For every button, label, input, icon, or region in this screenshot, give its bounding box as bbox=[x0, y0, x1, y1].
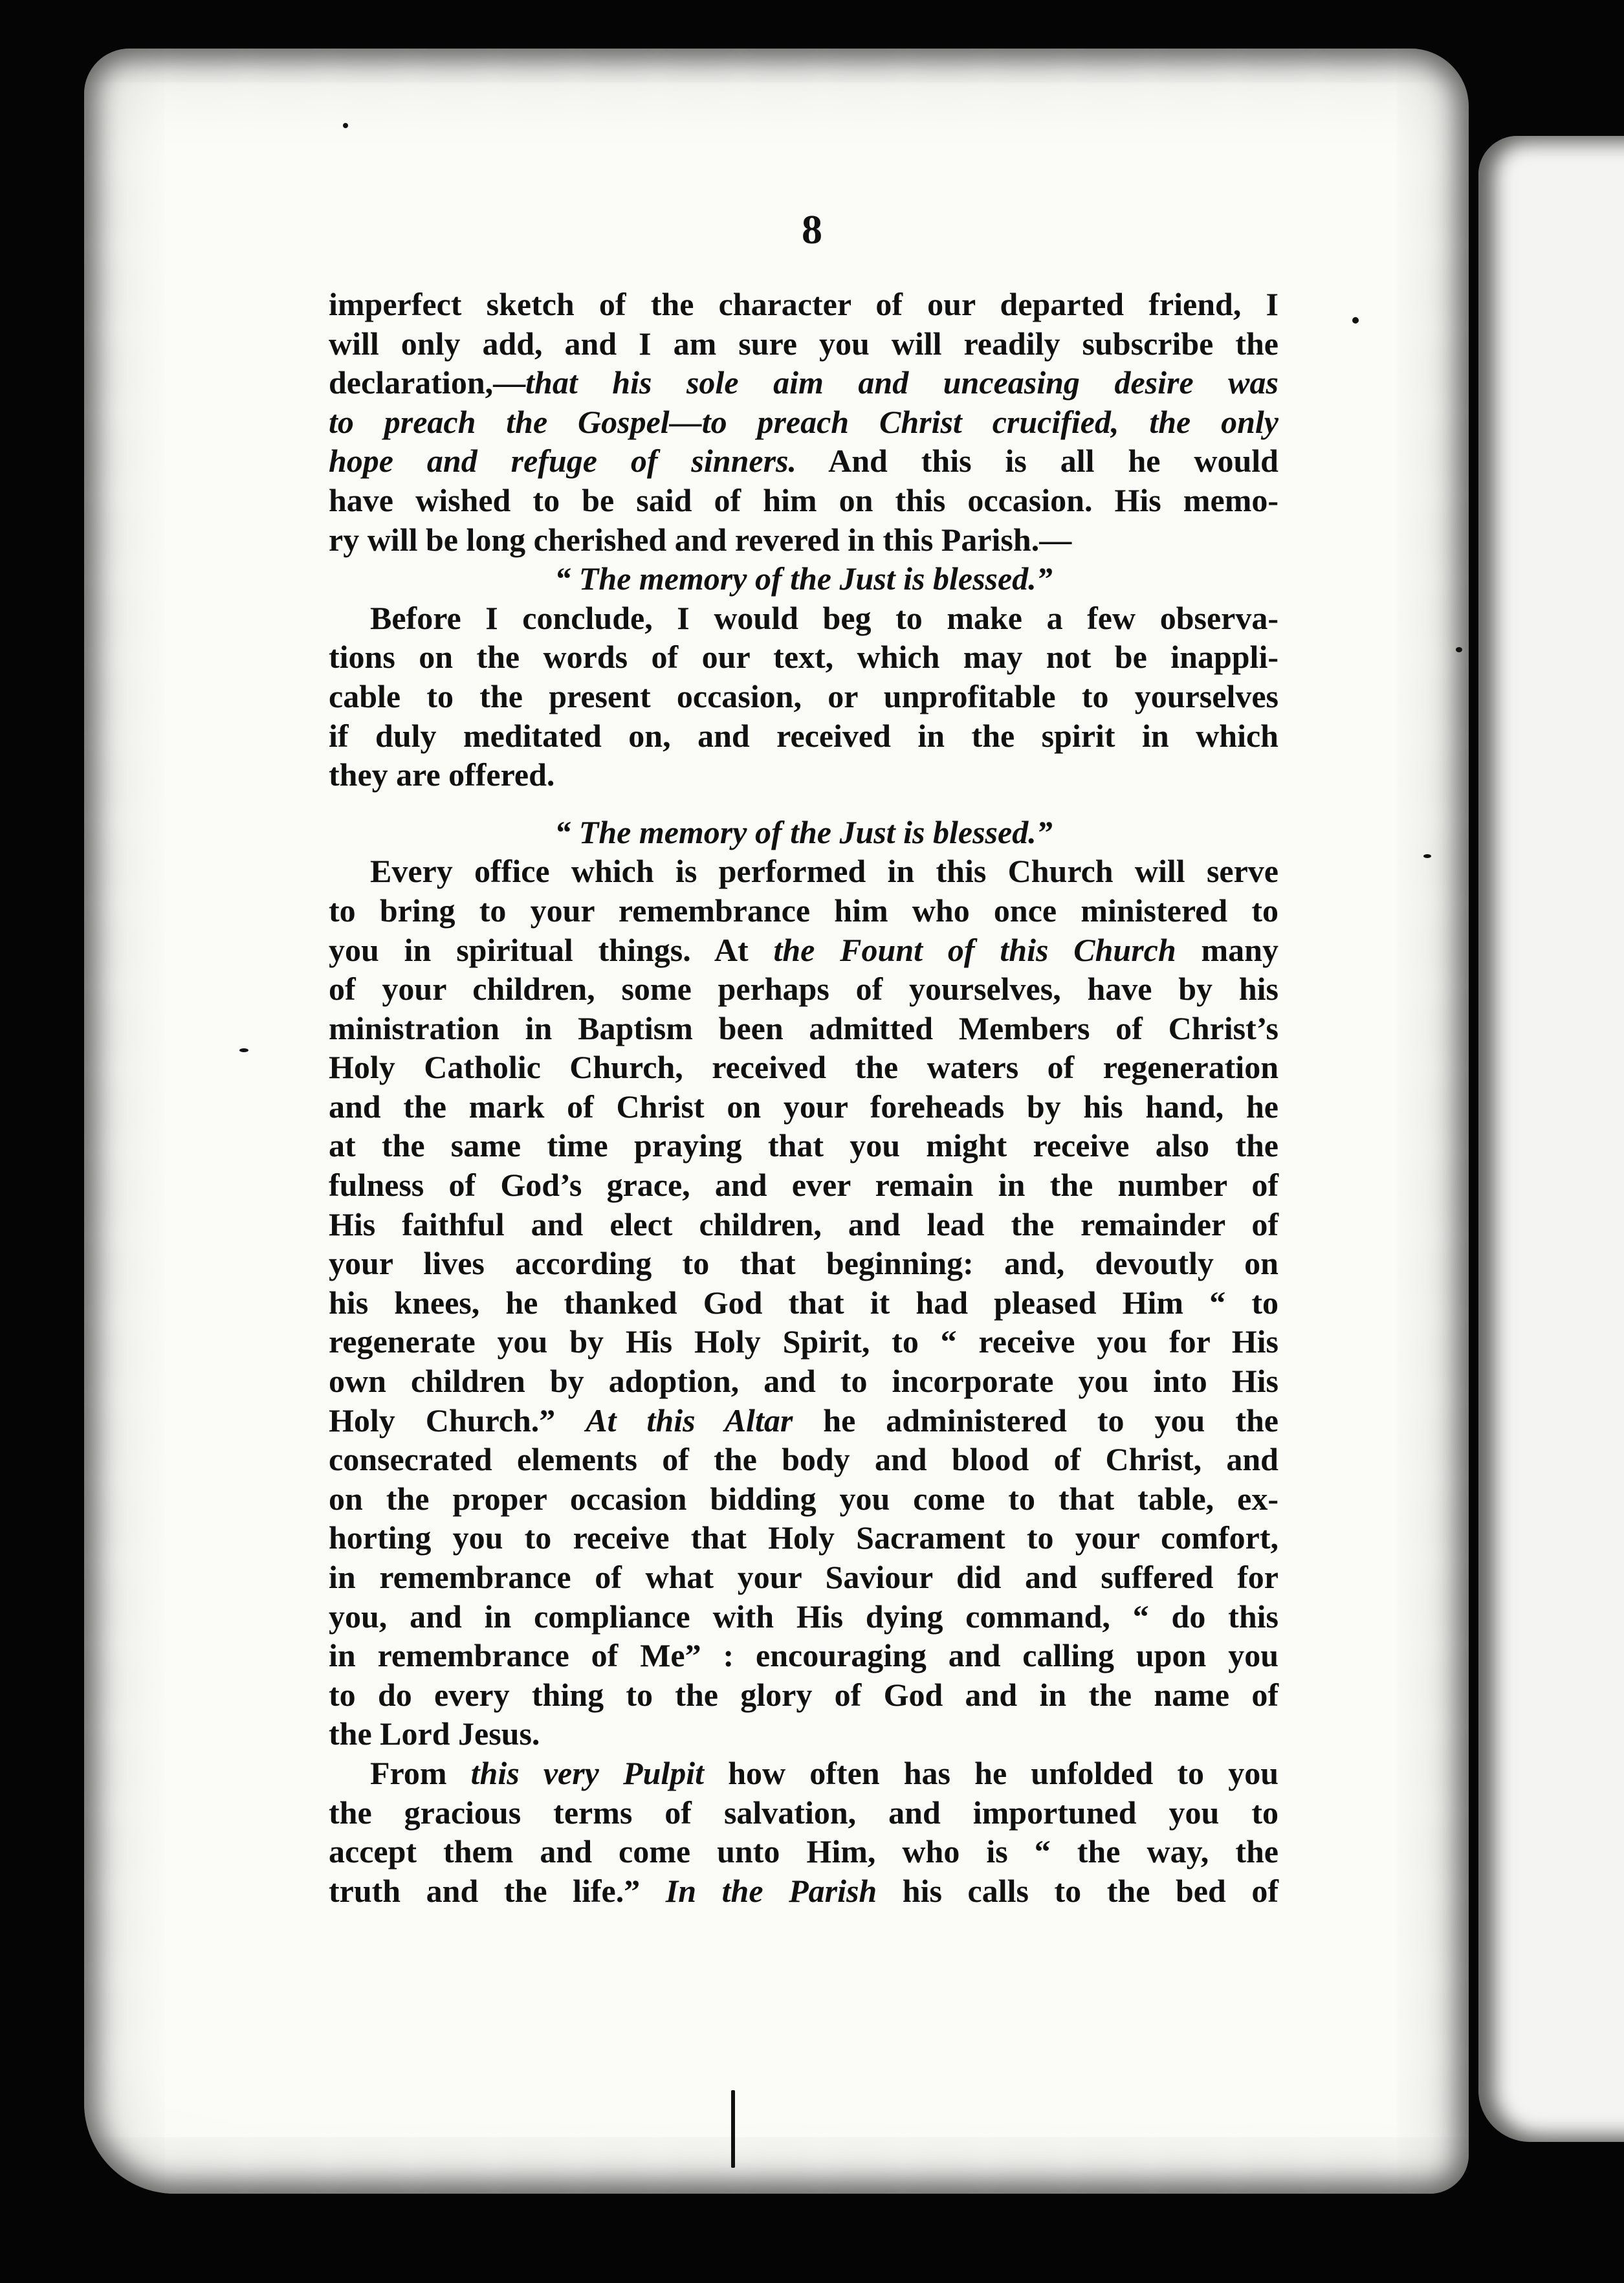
scan-speck bbox=[343, 123, 348, 128]
text-line bbox=[329, 1362, 1278, 1401]
scan-speck bbox=[1456, 647, 1462, 652]
text-line bbox=[329, 637, 1278, 677]
text-run: Every office which is performed in this Church will serve bbox=[370, 853, 1278, 890]
text-run: have wished to be said of him on this occasion. His memo- bbox=[329, 481, 1278, 518]
text-run: horting you to receive that Holy Sacrament to your comfort, bbox=[329, 1519, 1278, 1556]
text-line bbox=[329, 1440, 1278, 1479]
text-run: own children by adoption, and to incorporate you into His bbox=[329, 1363, 1278, 1400]
text-run: he administered to you the bbox=[793, 1402, 1279, 1439]
text-run: you, and in compliance with His dying command, “ do this bbox=[329, 1598, 1278, 1635]
text-run: the gracious terms of salvation, and importuned you to bbox=[329, 1794, 1278, 1831]
text-line bbox=[329, 403, 1278, 442]
text-line bbox=[329, 1126, 1278, 1165]
text-line bbox=[329, 1205, 1278, 1244]
scan-speck bbox=[731, 2090, 735, 2168]
text-run: From bbox=[370, 1754, 471, 1791]
text-line bbox=[329, 1322, 1278, 1362]
text-run: Holy Catholic Church, received the waters of regeneration bbox=[329, 1049, 1278, 1086]
text-run: imperfect sketch of the character of our departed friend, I bbox=[329, 286, 1278, 322]
text-line bbox=[329, 363, 1278, 403]
italic-text: In the Parish bbox=[665, 1872, 877, 1909]
text-line bbox=[329, 1165, 1278, 1205]
text-run: to do every thing to the glory of God and in the name of bbox=[329, 1676, 1278, 1713]
text-line bbox=[329, 599, 1278, 638]
text-run: fulness of God’s grace, and ever remain in the number of bbox=[329, 1167, 1278, 1204]
scan-speck bbox=[1423, 854, 1431, 858]
text-run: how often has he unfolded to you bbox=[704, 1754, 1279, 1791]
text-line bbox=[329, 1401, 1278, 1440]
text-run: many bbox=[1176, 931, 1278, 968]
text-line bbox=[329, 1558, 1278, 1597]
text-line bbox=[329, 1518, 1278, 1558]
text-run: ministration in Baptism been admitted Members of Christ’s bbox=[329, 1009, 1278, 1046]
text-line bbox=[329, 1675, 1278, 1715]
text-run: declaration,— bbox=[329, 364, 526, 401]
text-run: Holy Church.” bbox=[329, 1402, 586, 1439]
text-line bbox=[329, 1283, 1278, 1323]
text-line bbox=[329, 324, 1278, 364]
text-line bbox=[329, 1871, 1278, 1911]
text-run: accept them and come unto Him, who is “ the way, the bbox=[329, 1833, 1278, 1870]
text-run: And this is all he would bbox=[796, 443, 1278, 480]
text-line bbox=[329, 1754, 1278, 1793]
text-run: in remembrance of Me” : encouraging and calling upon you bbox=[329, 1637, 1278, 1674]
text-run: truth and the life.” bbox=[329, 1872, 666, 1909]
text-line bbox=[329, 755, 1278, 795]
text-run: will only add, and I am sure you will readily subscribe the bbox=[329, 325, 1278, 362]
text-line bbox=[329, 716, 1278, 756]
italic-text: “ The memory of the Just is blessed.” bbox=[554, 813, 1053, 850]
italic-text: this very Pulpit bbox=[470, 1754, 705, 1791]
text-run: his knees, he thanked God that it had pleased Him “ to bbox=[329, 1284, 1278, 1321]
text-line bbox=[329, 481, 1278, 520]
italic-text: to preach the Gospel—to preach Christ crucified, the only bbox=[329, 403, 1278, 440]
italic-text: hope and refuge of sinners. bbox=[329, 443, 796, 480]
text-run: your lives according to that beginning: and, devoutly on bbox=[329, 1245, 1278, 1282]
italic-text: the Fount of this Church bbox=[773, 931, 1176, 968]
text-line bbox=[329, 931, 1278, 970]
text-run: in remembrance of what your Saviour did and suffered for bbox=[329, 1559, 1278, 1595]
paragraph-gap bbox=[329, 795, 1278, 813]
text-line bbox=[329, 1048, 1278, 1087]
italic-text: that his sole aim and unceasing desire was bbox=[525, 364, 1278, 401]
text-line bbox=[329, 1479, 1278, 1519]
text-line bbox=[329, 852, 1278, 891]
text-line bbox=[329, 1597, 1278, 1637]
text-run: cable to the present occasion, or unprofitable to yourselves bbox=[329, 678, 1278, 714]
text-run: ry will be long cherished and revered in this Parish.— bbox=[329, 521, 1072, 558]
facing-page-edge bbox=[1478, 136, 1624, 2142]
text-run: on the proper occasion bidding you come to that table, ex- bbox=[329, 1480, 1278, 1517]
text-line bbox=[329, 891, 1278, 931]
text-run: the Lord Jesus. bbox=[329, 1715, 540, 1752]
text-run: his calls to the bed of bbox=[877, 1872, 1278, 1909]
text-line bbox=[329, 1636, 1278, 1675]
text-line bbox=[329, 1087, 1278, 1127]
text-line bbox=[329, 969, 1278, 1009]
italic-text: At this Altar bbox=[586, 1402, 793, 1439]
text-line bbox=[329, 1832, 1278, 1871]
text-run: His faithful and elect children, and lead the remainder of bbox=[329, 1206, 1278, 1242]
text-run: at the same time praying that you might receive also the bbox=[329, 1127, 1278, 1164]
text-run: consecrated elements of the body and blood of Christ, and bbox=[329, 1441, 1278, 1478]
text-line bbox=[329, 677, 1278, 716]
text-run: of your children, some perhaps of yourselves, have by his bbox=[329, 971, 1278, 1008]
text-run: regenerate you by His Holy Spirit, to “ receive you for His bbox=[329, 1323, 1278, 1360]
text-line bbox=[329, 813, 1278, 852]
text-run: to bring to your remembrance him who once ministered to bbox=[329, 892, 1278, 929]
page-number: 8 bbox=[802, 206, 822, 252]
body-text bbox=[329, 285, 1278, 1910]
text-line bbox=[329, 1244, 1278, 1283]
text-line bbox=[329, 1714, 1278, 1754]
italic-text: “ The memory of the Just is blessed.” bbox=[554, 560, 1053, 597]
text-run: you in spiritual things. At bbox=[329, 931, 774, 968]
text-line bbox=[329, 1793, 1278, 1833]
text-run: Before I conclude, I would beg to make a few observa- bbox=[370, 599, 1278, 636]
text-line bbox=[329, 520, 1278, 560]
text-line bbox=[329, 559, 1278, 599]
text-run: if duly meditated on, and received in the spirit in which bbox=[329, 717, 1278, 754]
scan-speck bbox=[1352, 317, 1359, 324]
text-line bbox=[329, 1009, 1278, 1048]
text-run: tions on the words of our text, which may not be inappli- bbox=[329, 639, 1278, 676]
text-run: they are offered. bbox=[329, 756, 555, 793]
text-line bbox=[329, 441, 1278, 481]
scan-speck bbox=[239, 1048, 248, 1052]
text-run: and the mark of Christ on your foreheads by his hand, he bbox=[329, 1088, 1278, 1125]
text-line bbox=[329, 285, 1278, 324]
